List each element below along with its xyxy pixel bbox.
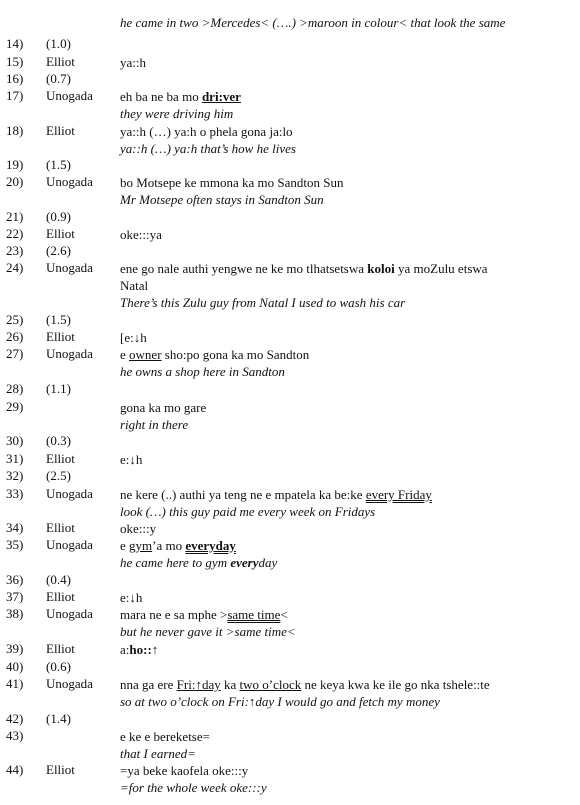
utterance: e ke e bereketse= — [120, 729, 210, 744]
line-number: 35) — [6, 537, 24, 552]
line-number: 39) — [6, 641, 24, 656]
line-number: 43) — [6, 728, 24, 743]
speaker-name: Elliot — [46, 520, 75, 535]
line-number: 37) — [6, 589, 24, 604]
pause-duration: (0.4) — [46, 572, 71, 587]
line-number: 30) — [6, 433, 24, 448]
line-number: 22) — [6, 226, 24, 241]
speaker-name: Unogada — [46, 486, 93, 501]
translation: they were driving him — [120, 106, 234, 121]
utterance: ene go nale authi yengwe ne ke mo tlhatsetswa koloi ya moZulu etswa — [120, 261, 488, 276]
line-number: 40) — [6, 659, 24, 674]
translation: look (…) this guy paid me every week on Fridays — [120, 504, 376, 519]
line-number: 41) — [6, 676, 24, 691]
line-number: 24) — [6, 260, 24, 275]
utterance: =ya beke kaofela oke:::y — [120, 763, 249, 778]
pause-duration: (0.6) — [46, 659, 71, 674]
utterance: oke:::y — [120, 521, 157, 536]
translation: There’s this Zulu guy from Natal I used to wash his car — [120, 295, 406, 310]
translation: Mr Motsepe often stays in Sandton Sun — [120, 192, 324, 207]
speaker-name: Unogada — [46, 346, 93, 361]
speaker-name: Unogada — [46, 676, 93, 691]
pause-duration: (0.3) — [46, 433, 71, 448]
line-number: 28) — [6, 381, 24, 396]
line-number: 36) — [6, 572, 24, 587]
utterance: ya::h (…) ya:h o phela gona ja:lo — [120, 124, 293, 139]
utterance: ya::h — [120, 55, 146, 70]
line-number: 23) — [6, 243, 24, 258]
pause-duration: (2.5) — [46, 468, 71, 483]
translation: so at two o’clock on Fri:↑day I would go and fetch my money — [120, 694, 440, 709]
utterance-continuation: Natal — [120, 278, 149, 293]
line-number: 16) — [6, 71, 24, 86]
utterance: [e:↓h — [120, 330, 147, 345]
utterance: e:↓h — [120, 590, 143, 605]
pause-duration: (1.1) — [46, 381, 71, 396]
translation: ya::h (…) ya:h that’s how he lives — [120, 141, 296, 156]
pause-duration: (1.0) — [46, 36, 71, 51]
line-number: 17) — [6, 88, 24, 103]
line-number: 42) — [6, 711, 24, 726]
speaker-name: Elliot — [46, 226, 75, 241]
pause-duration: (0.7) — [46, 71, 71, 86]
line-number: 34) — [6, 520, 24, 535]
utterance: e:↓h — [120, 452, 143, 467]
pause-duration: (1.4) — [46, 711, 71, 726]
translation: he came here to gym everyday — [120, 555, 278, 570]
line-number: 38) — [6, 606, 24, 621]
speaker-name: Unogada — [46, 606, 93, 621]
speaker-name: Unogada — [46, 260, 93, 275]
speaker-name: Elliot — [46, 589, 75, 604]
line-number: 29) — [6, 399, 24, 414]
speaker-name: Elliot — [46, 762, 75, 777]
utterance: ne kere (..) authi ya teng ne e mpatela ka be:ke every Friday — [120, 487, 432, 502]
line-number: 32) — [6, 468, 24, 483]
utterance: eh ba ne ba mo dri:ver — [120, 89, 241, 104]
translation: right in there — [120, 417, 189, 432]
line-number: 25) — [6, 312, 24, 327]
utterance: e owner sho:po gona ka mo Sandton — [120, 347, 310, 362]
speaker-name: Elliot — [46, 451, 75, 466]
line-number: 15) — [6, 54, 24, 69]
speaker-name: Elliot — [46, 641, 75, 656]
pause-duration: (0.9) — [46, 209, 71, 224]
line-number: 19) — [6, 157, 24, 172]
transcript-continuation-line: he came in two >Mercedes< (….) >maroon in colour< that look the same — [120, 15, 506, 30]
pause-duration: (1.5) — [46, 312, 71, 327]
utterance: gona ka mo gare — [120, 400, 207, 415]
line-number: 21) — [6, 209, 24, 224]
speaker-name: Unogada — [46, 537, 93, 552]
speaker-name: Elliot — [46, 54, 75, 69]
translation: but he never gave it >same time< — [120, 624, 296, 639]
translation: that I earned= — [120, 746, 196, 761]
utterance: nna ga ere Fri:↑day ka two o’clock ne keya kwa ke ile go nka tshele::te — [120, 677, 490, 692]
line-number: 14) — [6, 36, 24, 51]
utterance: mara ne e sa mphe >same time< — [120, 607, 288, 622]
translation: =for the whole week oke:::y — [120, 780, 267, 795]
translation: he owns a shop here in Sandton — [120, 364, 285, 379]
speaker-name: Unogada — [46, 174, 93, 189]
speaker-name: Elliot — [46, 329, 75, 344]
pause-duration: (2.6) — [46, 243, 71, 258]
line-number: 31) — [6, 451, 24, 466]
pause-duration: (1.5) — [46, 157, 71, 172]
speaker-name: Unogada — [46, 88, 93, 103]
utterance: oke:::ya — [120, 227, 162, 242]
line-number: 18) — [6, 123, 24, 138]
utterance: bo Motsepe ke mmona ka mo Sandton Sun — [120, 175, 344, 190]
utterance: e gym’a mo everyday — [120, 538, 236, 553]
line-number: 20) — [6, 174, 24, 189]
line-number: 33) — [6, 486, 24, 501]
line-number: 27) — [6, 346, 24, 361]
line-number: 44) — [6, 762, 24, 777]
speaker-name: Elliot — [46, 123, 75, 138]
line-number: 26) — [6, 329, 24, 344]
utterance: a:ho::↑ — [120, 642, 159, 657]
